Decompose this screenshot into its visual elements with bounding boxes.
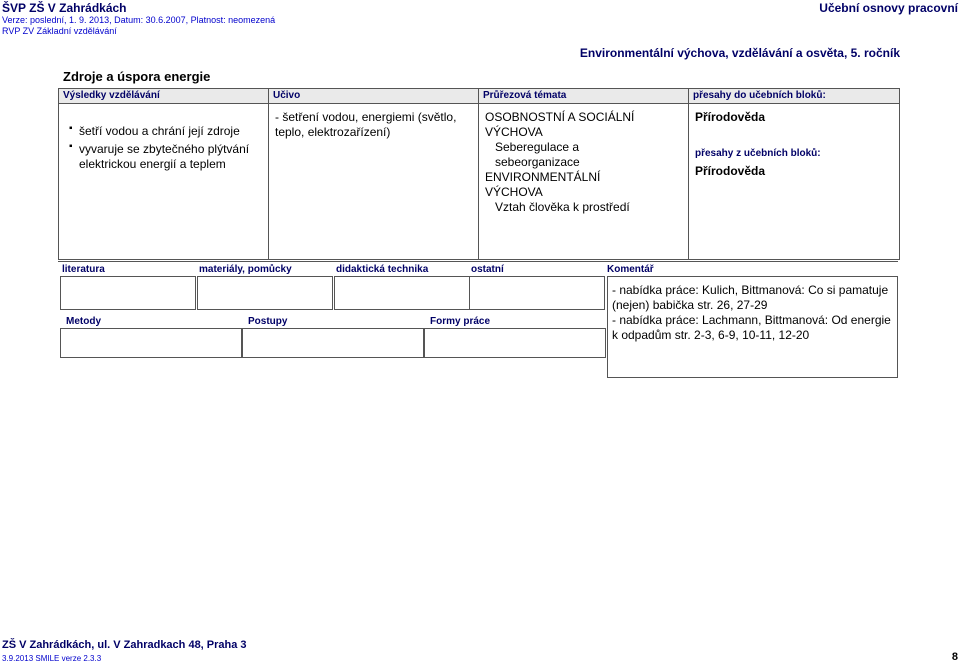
column-divider [268,89,269,259]
bullet-icon: ▪ [69,123,73,134]
comment-box [607,276,898,378]
version-line: Verze: poslední, 1. 9. 2013, Datum: 30.6.2007, Platnost: neomezená [2,15,276,25]
literatura-box [60,276,196,310]
crosscut-item: Vztah člověka k prostředí [495,200,630,214]
label-technika: didaktická technika [336,264,429,275]
overlap-to-subject: Přírodověda [695,110,766,124]
program-line: RVP ZV Základní vzdělávání [2,26,117,36]
crosscut-item: Seberegulace a sebeorganizace [495,140,580,169]
comment-line: - nabídka práce: Kulich, Bittmanová: Co si pamatuje (nejen) babička str. 26, 27-29 [612,283,889,312]
page-number: 8 [951,651,958,663]
outcome-item: vyvaruje se zbytečného plýtvání elektrickou energií a teplem [79,142,250,171]
label-literatura: literatura [62,264,105,275]
label-materialy: materiály, pomůcky [199,264,292,275]
label-postupy: Postupy [248,316,288,327]
materialy-box [197,276,333,310]
label-komentar: Komentář [607,264,654,275]
curriculum-text: - šetření vodou, energiemi (světlo, teplo, elektrozařízení) [275,110,457,139]
document-title: Učební osnovy pracovní [819,1,958,15]
header-overlap: přesahy do učebních bloků: [693,90,826,101]
table-header [59,89,899,104]
formy-box [424,328,606,358]
comment-line: - nabídka práce: Lachmann, Bittmanová: Od energie k odpadům str. 2-3, 6-9, 10-11, 12-20 [612,313,891,342]
bullet-icon: ▪ [69,141,73,152]
footer-address: ZŠ V Zahrádkách, ul. V Zahradkach 48, Praha 3 [2,639,247,651]
outcomes-table [58,88,900,260]
header-crosscut: Průřezová témata [483,90,567,101]
header-curriculum: Učivo [273,90,301,101]
column-divider [478,89,479,259]
technika-box [334,276,470,310]
metody-box [60,328,242,358]
header-outcomes: Výsledky vzdělávání [63,90,160,101]
overlap-from-subject: Přírodověda [695,164,766,178]
subject-title: Environmentální výchova, vzdělávání a osvěta, 5. ročník [579,46,900,60]
outcome-item: šetří vodou a chrání její zdroje [79,124,240,138]
postupy-box [242,328,424,358]
ostatni-box [469,276,605,310]
crosscut-item: OSOBNOSTNÍ A SOCIÁLNÍ VÝCHOVA [485,110,635,139]
footer-version: 3.9.2013 SMILE verze 2.3.3 [2,654,102,663]
topic-title: Zdroje a úspora energie [63,69,211,84]
overlap-from-label: přesahy z učebních bloků: [695,148,821,159]
label-ostatni: ostatní [471,264,504,275]
label-metody: Metody [66,316,101,327]
label-formy: Formy práce [430,316,491,327]
crosscut-item: ENVIRONMENTÁLNÍ VÝCHOVA [485,170,601,199]
column-divider [688,89,689,259]
teaching-resources [58,261,898,376]
school-name: ŠVP ZŠ V Zahrádkách [2,1,127,15]
